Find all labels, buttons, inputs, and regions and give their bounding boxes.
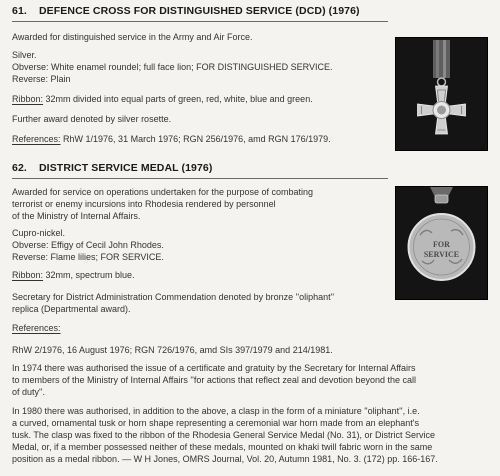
section-title-text: DEFENCE CROSS FOR DISTINGUISHED SERVICE (DCD) (1976) [39, 5, 360, 17]
references-label: References: [12, 323, 61, 333]
dcd-cross-image [395, 37, 488, 151]
awarded-line-1: Awarded for service on operations undertaken for the purpose of combating [12, 187, 314, 197]
awarded-text: Awarded for distinguished service in the Army and Air Force. [12, 32, 253, 42]
secretary-line-1: Secretary for District Administration Commendation denoted by bronze ''oliphant'' [12, 292, 335, 302]
secretary-line-2: replica (Departmental award). [12, 304, 131, 314]
medal-inscription-line-1: FOR [433, 240, 450, 249]
paragraph-1-line-3: of duty''. [12, 387, 45, 397]
obverse-text: Obverse: Effigy of Cecil John Rhodes. [12, 240, 164, 250]
paragraph-2-line-1: In 1980 there was authorised, in addition to the above, a clasp in the form of a miniature ''oliphant'', i.e. [12, 406, 420, 416]
paragraph-1-line-2: to members of the Ministry of Internal Affairs ''for actions that reflect zeal and devotion beyond the call [12, 375, 416, 385]
further-award-text: Further award denoted by silver rosette. [12, 114, 172, 124]
reverse-text: Reverse: Flame lilies; FOR SERVICE. [12, 252, 164, 262]
ribbon-label: Ribbon: [12, 270, 44, 280]
section-number: 62. [12, 162, 27, 174]
ribbon-text: 32mm divided into equal parts of green, red, white, blue and green. [43, 94, 313, 104]
ribbon-line [12, 93, 313, 105]
ribbon-line [12, 269, 135, 281]
divider [12, 21, 388, 22]
references-line [12, 133, 331, 145]
section-number: 61. [12, 5, 27, 17]
paragraph-2-line-5: position as a medal ribbon. — W H Jones, OMRS Journal, Vol. 20, Autumn 1981, No. 3. (172) pp. 166-167. [12, 454, 438, 464]
ribbon-label: Ribbon: [12, 94, 44, 104]
district-service-medal-image [395, 186, 488, 300]
reverse-text: Reverse: Plain [12, 74, 71, 84]
section-61-title [12, 5, 360, 17]
references-heading [12, 322, 61, 334]
divider [12, 178, 388, 179]
paragraph-2-line-3: tusk. The clasp was fixed to the ribbon of the Rhodesia General Service Medal (No. 31), or District Service [12, 430, 436, 440]
references-text: RhW 1/1976, 31 March 1976; RGN 256/1976, amd RGN 176/1979. [60, 134, 331, 144]
section-title-text: DISTRICT SERVICE MEDAL (1976) [39, 162, 213, 174]
paragraph-2-line-4: Medal, or, if a member possessed neither of these medals, mounted on khaki twill fabric worn in the same [12, 442, 433, 452]
material-text: Cupro-nickel. [12, 228, 66, 238]
medal-inscription-line-2: SERVICE [423, 250, 460, 259]
awarded-line-3: of the Ministry of Internal Affairs. [12, 211, 141, 221]
section-62-title [12, 162, 212, 174]
paragraph-1-line-1: In 1974 there was authorised the issue of a certificate and gratuity by the Secretary for Internal Affairs [12, 363, 416, 373]
references-text: RhW 2/1976, 16 August 1976; RGN 726/1976, amd SIs 397/1979 and 214/1981. [12, 345, 333, 355]
paragraph-2-line-2: a curved, ornamental tusk or horn shape representing a ceremonial war horn made from an elephant's [12, 418, 419, 428]
ribbon-text: 32mm, spectrum blue. [43, 270, 135, 280]
obverse-text: Obverse: White enamel roundel; full face lion; FOR DISTINGUISHED SERVICE. [12, 62, 333, 72]
references-label: References: [12, 134, 61, 144]
awarded-line-2: terrorist or enemy incursions into Rhodesia rendered by personnel [12, 199, 276, 209]
material-text: Silver. [12, 50, 37, 60]
